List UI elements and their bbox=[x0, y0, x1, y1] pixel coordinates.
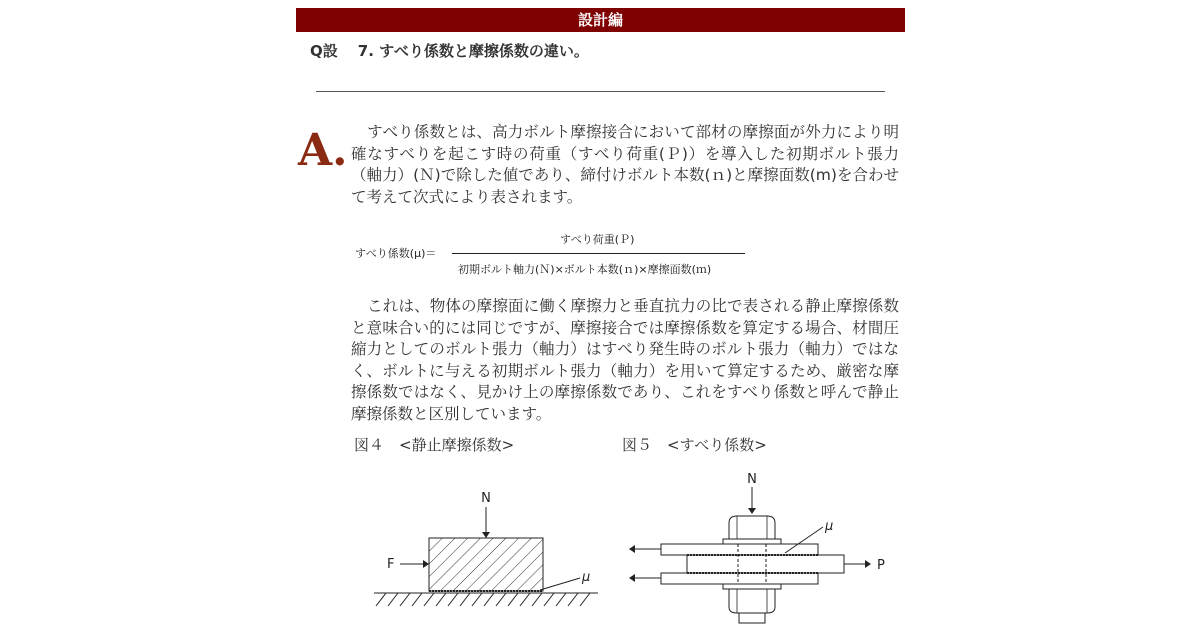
answer-paragraph-1-text: すべり係数とは、高力ボルト摩擦接合において部材の摩擦面が外力により明確なすべりを起こす時の荷重（すべり荷重(Ｐ)）を導入した初期ボルト張力（軸力）(Ｎ)で除した値であり、締付けボルト本数(ｎ)と摩擦面数(m)を合わせて考えて次式により表されます。 bbox=[351, 123, 899, 206]
answer-paragraph-2 bbox=[351, 296, 899, 425]
question-label: Q設 bbox=[310, 42, 338, 60]
question-text: 7. すべり係数と摩擦係数の違い。 bbox=[357, 42, 589, 60]
figure-4-diagram bbox=[360, 480, 610, 615]
fig5-label-mu: μ bbox=[825, 519, 834, 534]
formula-denominator: 初期ボルト軸力(Ｎ)×ボルト本数(ｎ)×摩擦面数(ｍ) bbox=[458, 263, 712, 276]
fig4-label-n: N bbox=[481, 491, 491, 506]
fig5-nut bbox=[729, 589, 775, 613]
fig4-arrow-f-head bbox=[423, 560, 429, 568]
figure-4-caption: 図４ <静止摩擦係数> bbox=[354, 436, 515, 454]
answer-paragraph-2-text: これは、物体の摩擦面に働く摩擦力と垂直抗力の比で表される静止摩擦係数と意味合い的には同じですが、摩擦接合では摩擦係数を算定する場合、材間圧縮力としてのボルト張力（軸力）はすべり発生時のボルト張力（軸力）ではなく、ボルトに与える初期ボルト張力（軸力）を用いて算定するため、厳密な摩擦係数ではなく、見かけ上の摩擦係数であり、これをすべり係数と呼んで静止摩擦係数と区別しています。 bbox=[351, 297, 899, 423]
fig5-arrow-n-head bbox=[748, 508, 756, 514]
fig5-plate-top bbox=[661, 544, 818, 555]
formula-fraction-bar bbox=[452, 253, 745, 254]
fig5-washer-top bbox=[723, 539, 781, 544]
fig4-label-f: F bbox=[387, 557, 395, 572]
formula-numerator: すべり荷重(Ｐ) bbox=[560, 233, 635, 246]
divider bbox=[316, 91, 885, 92]
answer-mark: A. bbox=[298, 125, 348, 176]
fig5-washer-bottom bbox=[723, 584, 781, 589]
answer-paragraph-1 bbox=[351, 122, 899, 208]
fig5-label-p: P bbox=[877, 558, 885, 573]
fig5-bolt-end bbox=[739, 613, 765, 623]
figure-5-diagram bbox=[625, 465, 900, 630]
fig4-arrow-n-head bbox=[482, 532, 490, 538]
fig5-plate-bottom bbox=[661, 573, 818, 584]
question-line bbox=[310, 40, 589, 61]
fig4-block bbox=[429, 538, 543, 591]
fig4-ground-hatch bbox=[376, 593, 590, 606]
fig5-bolt-head bbox=[729, 516, 775, 539]
fig4-mu-leader bbox=[540, 578, 580, 590]
formula-lhs: すべり係数(μ)＝ bbox=[355, 247, 437, 260]
fig4-label-mu: μ bbox=[582, 570, 591, 585]
section-header: 設計編 bbox=[296, 8, 905, 32]
formula bbox=[355, 228, 755, 280]
figure-5-caption: 図５ <すべり係数> bbox=[622, 436, 767, 454]
fig5-label-n: N bbox=[747, 472, 757, 487]
